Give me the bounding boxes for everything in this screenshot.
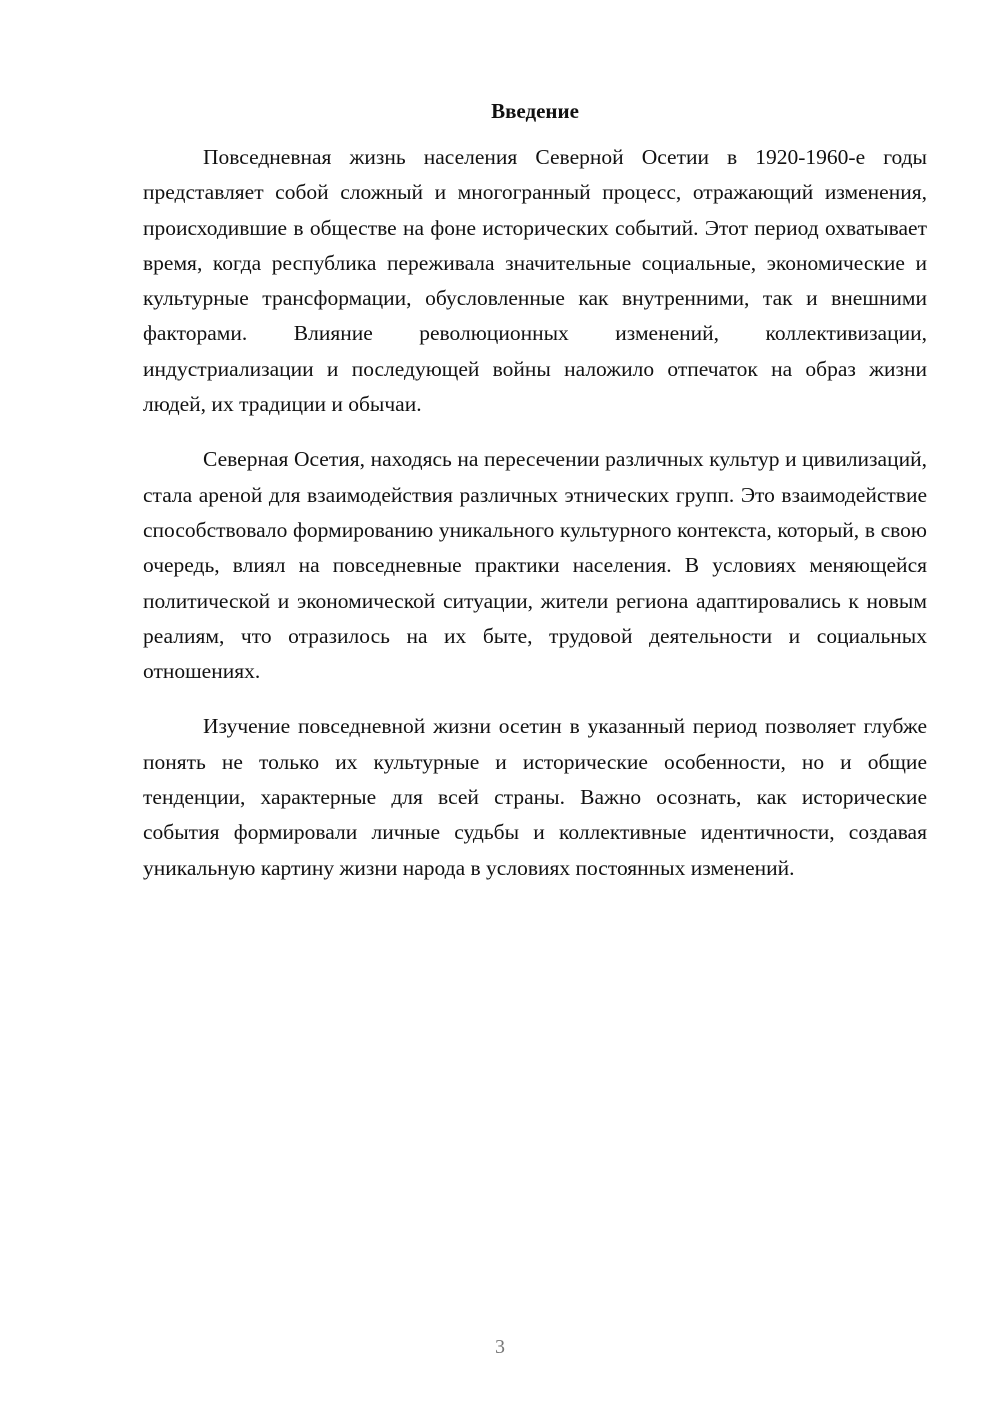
page-number: 3 xyxy=(495,1336,505,1358)
paragraph-2: Северная Осетия, находясь на пересечении различных культур и цивилизаций, стала ареной для взаимодействия различных этнических групп. Это взаимодействие способствовало формированию уникального культурного контекста, который, в свою очередь, влиял на повседневные практики населения. В условиях меняющейся политической и экономической ситуации, жители региона адаптировались к новым реалиям, что отразилось на их быте, трудовой деятельности и социальных отношениях. xyxy=(143,447,927,684)
paragraph-3: Изучение повседневной жизни осетин в указанный период позволяет глубже понять не только их культурные и исторические особенности, но и общие тенденции, характерные для всей страны. Важно осознать, как исторические события формировали личные судьбы и коллективные идентичности, создавая уникальную картину жизни народа в условиях постоянных изменений. xyxy=(143,714,927,880)
page-content xyxy=(143,96,927,886)
section-title: Введение xyxy=(491,99,579,123)
paragraph-1: Повседневная жизнь населения Северной Осетии в 1920-1960-е годы представляет собой сложный и многогранный процесс, отражающий изменения, происходившие в обществе на фоне исторических событий. Этот период охватывает время, когда республика переживала значительные социальные, экономические и культурные трансформации, обусловленные как внутренними, так и внешними факторами. Влияние революционных изменений, коллективизации, индустриализации и последующей войны наложило отпечаток на образ жизни людей, их традиции и обычаи. xyxy=(143,145,927,417)
